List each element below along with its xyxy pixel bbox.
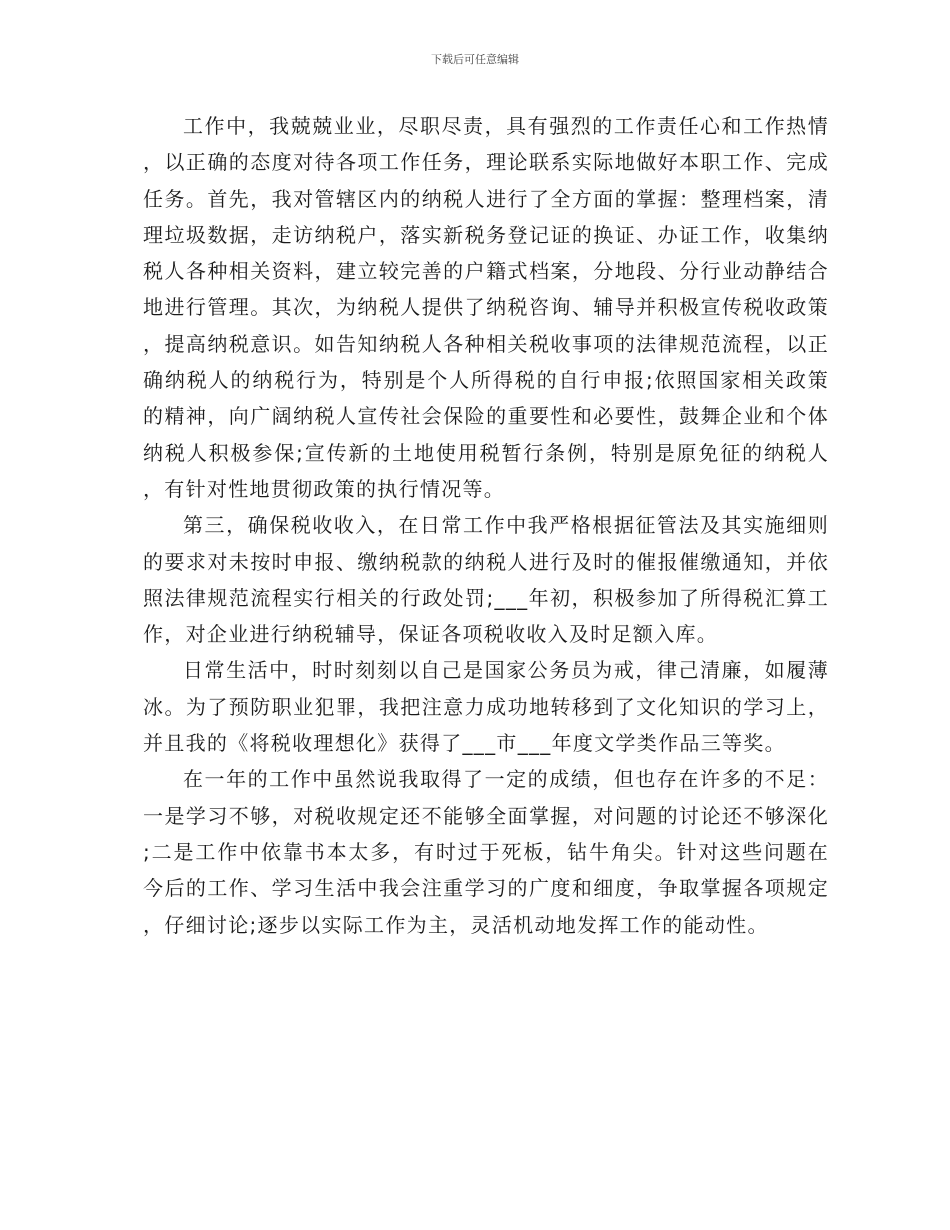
page-header: 下载后可任意编辑 bbox=[431, 53, 519, 66]
paragraph-work-duties: 工作中，我兢兢业业，尽职尽责，具有强烈的工作责任心和工作热情，以正确的态度对待各项工作任务，理论联系实际地做好本职工作、完成任务。首先，我对管辖区内的纳税人进行了全方面的掌握：整理档案，清理垃圾数据，走访纳税户，落实新税务登记证的换证、办证工作，收集纳税人各种相关资料，建立较完善的户籍式档案，分地段、分行业动静结合地进行管理。其次，为纳税人提供了纳税咨询、辅导并积极宣传税收政策，提高纳税意识。如告知纳税人各种相关税收事项的法律规范流程，以正确纳税人的纳税行为，特别是个人所得税的自行申报;依照国家相关政策的精神，向广阔纳税人宣传社会保险的重要性和必要性，鼓舞企业和个体纳税人积极参保;宣传新的土地使用税暂行条例，特别是原免征的纳税人，有针对性地贯彻政策的执行情况等。 bbox=[143, 114, 829, 501]
document-body bbox=[143, 108, 829, 943]
paragraph-daily-life: 日常生活中，时时刻刻以自己是国家公务员为戒，律己清廉，如履薄冰。为了预防职业犯罪，我把注意力成功地转移到了文化知识的学习上，并且我的《将税收理想化》获得了___市___年度文学类作品三等奖。 bbox=[143, 658, 829, 756]
paragraph-tax-revenue: 第三，确保税收收入，在日常工作中我严格根据征管法及其实施细则的要求对未按时申报、缴纳税款的纳税人进行及时的催报催缴通知，并依照法律规范流程实行相关的行政处罚;___年初，积极参加了所得税汇算工作，对企业进行纳税辅导，保证各项税收收入及时足额入库。 bbox=[143, 513, 829, 647]
paragraph-shortcomings: 在一年的工作中虽然说我取得了一定的成绩，但也存在许多的不足：一是学习不够，对税收规定还不能够全面掌握，对问题的讨论还不够深化;二是工作中依靠书本太多，有时过于死板，钻牛角尖。针对这些问题在今后的工作、学习生活中我会注重学习的广度和细度，争取掌握各项规定，仔细讨论;逐步以实际工作为主，灵活机动地发挥工作的能动性。 bbox=[143, 767, 829, 937]
